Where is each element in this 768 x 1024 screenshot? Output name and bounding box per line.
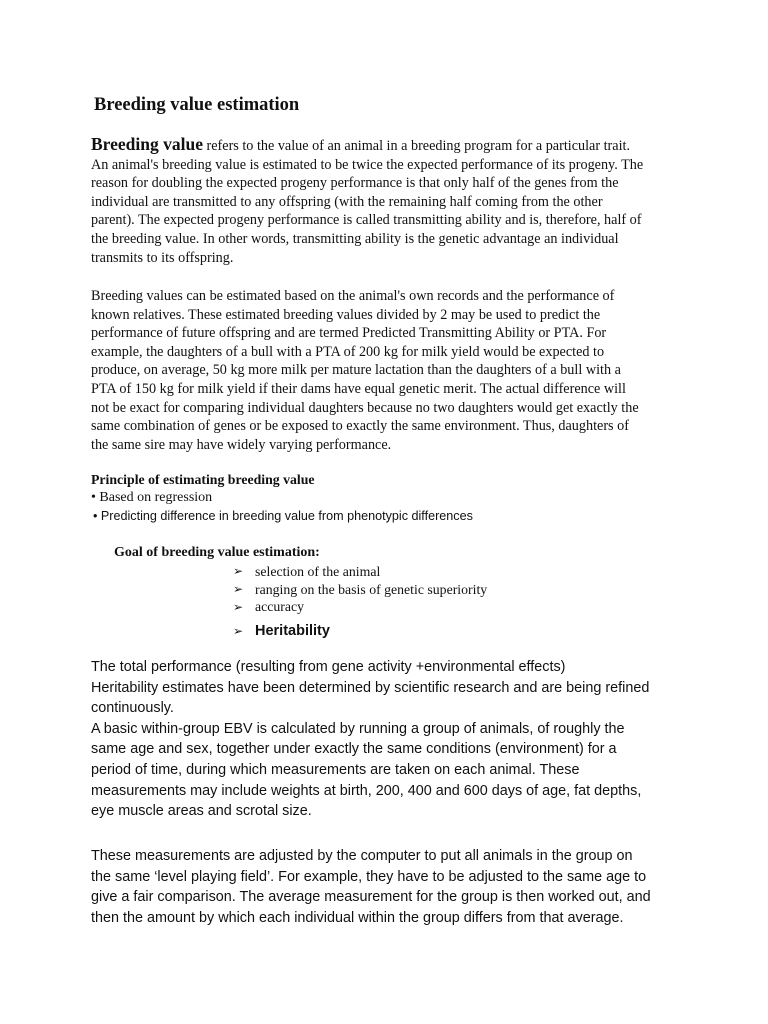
estimation-paragraph	[91, 287, 691, 454]
paragraph-line	[91, 135, 691, 156]
paragraph-line: These measurements are adjusted by the computer to put all animals in the group on	[91, 848, 633, 864]
paragraph-line: The total performance (resulting from gene activity +environmental effects)	[91, 659, 566, 675]
paragraph-line: not be exact for comparing individual daughters because no two daughters would get exactly the	[91, 399, 639, 416]
goal-item-text: Heritability	[255, 623, 330, 640]
goal-heading: Goal of breeding value estimation:	[114, 545, 320, 560]
goal-item-text: selection of the animal	[255, 563, 381, 579]
paragraph-line: the breeding value. In other words, transmitting ability is the genetic advantage an individual	[91, 230, 619, 247]
list-item	[233, 581, 487, 599]
paragraph-line: produce, on average, 50 kg more milk per mature lactation than the daughters of a bull with a	[91, 362, 621, 379]
paragraph-line: parent). The expected progeny performance is called transmitting ability and is, therefore, half of	[91, 212, 642, 229]
goal-item-text: ranging on the basis of genetic superiority	[255, 581, 488, 597]
arrow-bullet-icon: ➢	[233, 599, 244, 614]
paragraph-line: give a fair comparison. The average measurement for the group is then worked out, and	[91, 889, 651, 906]
lead-term: Breeding value	[91, 134, 203, 154]
heritability-paragraph	[91, 657, 691, 822]
list-item	[233, 563, 487, 581]
paragraph-line: the same sire may have widely varying performance.	[91, 436, 392, 453]
measurement-adjustment-paragraph	[91, 846, 691, 928]
paragraph-line: reason for doubling the expected progeny performance is that only half of the genes from the	[91, 175, 619, 192]
paragraph-line: period of time, during which measurements are taken on each animal. These	[91, 761, 580, 778]
paragraph-line: Breeding values can be estimated based on the animal's own records and the performance of	[91, 288, 615, 304]
paragraph-line: known relatives. These estimated breeding values divided by 2 may be used to predict the	[91, 306, 601, 323]
list-item	[233, 620, 487, 642]
paragraph-line: individual are transmitted to any offspring (with the remaining half coming from the other	[91, 193, 603, 210]
principle-heading: Principle of estimating breeding value	[91, 472, 315, 487]
arrow-bullet-icon: ➢	[233, 564, 244, 579]
paragraph-line: same combination of genes or be exposed to exactly the same environment. Thus, daughters of	[91, 418, 629, 435]
paragraph-line: PTA of 150 kg for milk yield if their dams have equal genetic merit. The actual difference will	[91, 380, 626, 397]
paragraph-line: An animal's breeding value is estimated to be twice the expected performance of its progeny. The	[91, 156, 644, 173]
paragraph-line: the same ‘level playing field’. For example, they have to be adjusted to the same age to	[91, 868, 647, 885]
paragraph-text: refers to the value of an animal in a breeding program for a particular trait.	[202, 138, 631, 154]
goal-item-text: accuracy	[255, 599, 305, 615]
paragraph-line: eye muscle areas and scrotal size.	[91, 803, 312, 820]
arrow-bullet-icon: ➢	[233, 623, 244, 638]
paragraph-line: example, the daughters of a bull with a PTA of 200 kg for milk yield would be expected to	[91, 343, 605, 360]
paragraph-line: performance of future offspring and are termed Predicted Transmitting Ability or PTA. For	[91, 325, 607, 342]
paragraph-line: continuously.	[91, 700, 174, 717]
breeding-value-paragraph	[91, 135, 691, 267]
principle-bullet-regression: • Based on regression	[91, 490, 213, 505]
paragraph-line: then the amount by which each individual within the group differs from that average.	[91, 909, 624, 926]
arrow-bullet-icon: ➢	[233, 582, 244, 597]
paragraph-line: transmits to its offspring.	[91, 249, 234, 266]
list-item	[233, 599, 487, 617]
paragraph-line: Heritability estimates have been determined by scientific research and are being refined	[91, 679, 650, 696]
document-title: Breeding value estimation	[94, 95, 300, 115]
paragraph-line: same age and sex, together under exactly the same conditions (environment) for a	[91, 741, 617, 758]
paragraph-line: A basic within-group EBV is calculated by running a group of animals, of roughly the	[91, 720, 625, 737]
paragraph-line: measurements may include weights at birth, 200, 400 and 600 days of age, fat depths,	[91, 782, 642, 799]
principle-bullet-phenotypic: • Predicting difference in breeding value from phenotypic differences	[93, 509, 473, 523]
goal-list	[233, 563, 487, 642]
